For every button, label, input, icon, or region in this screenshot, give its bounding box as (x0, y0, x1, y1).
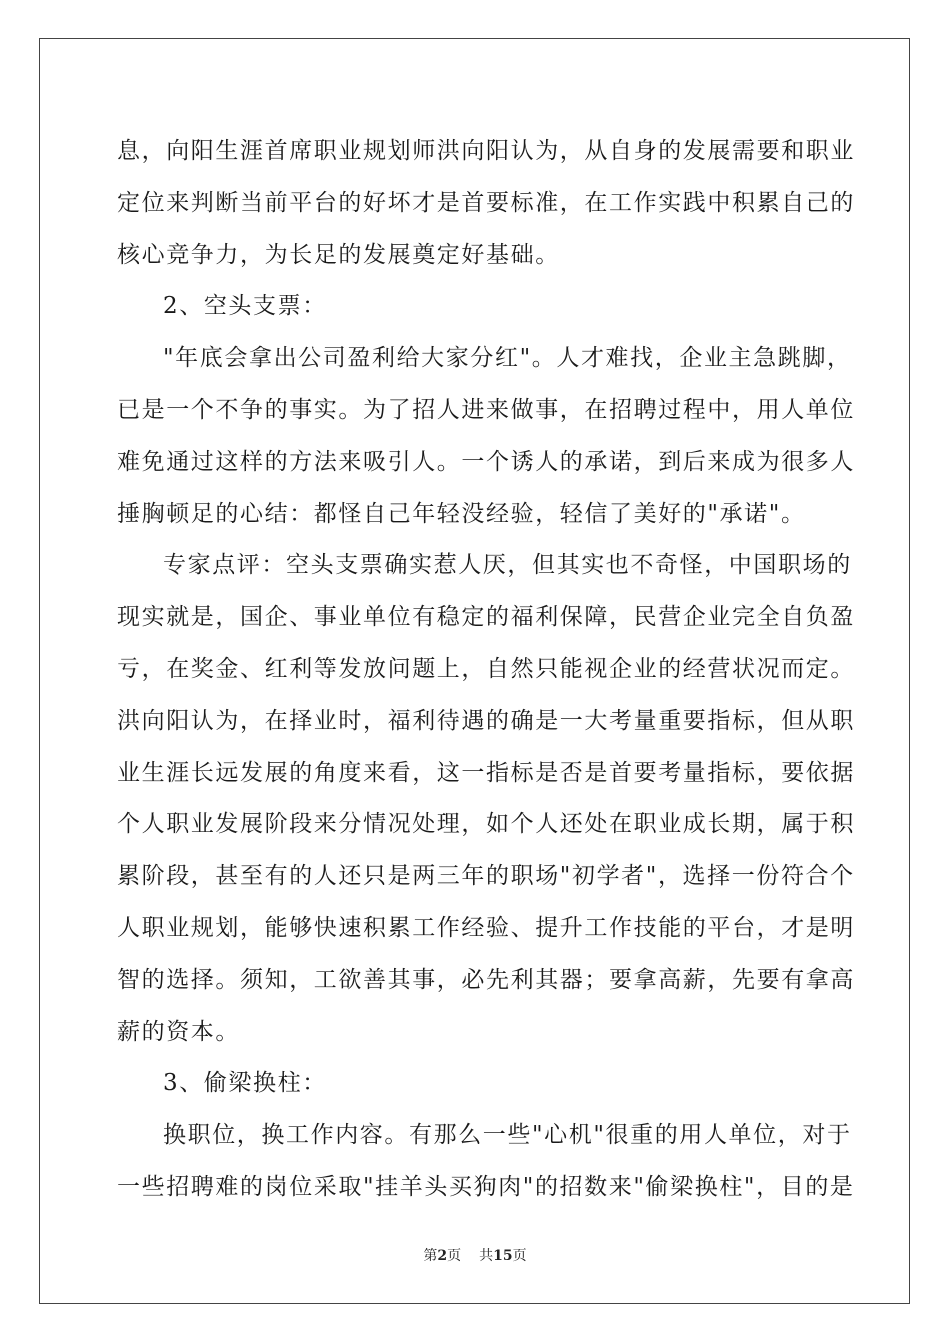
text-line: 难免通过这样的方法来吸引人。一个诱人的承诺，到后来成为很多人 (117, 448, 855, 475)
text-line: 亏，在奖金、红利等发放问题上，自然只能视企业的经营状况而定。 (117, 655, 855, 682)
text-line: 人职业规划，能够快速积累工作经验、提升工作技能的平台，才是明 (117, 914, 855, 941)
current-page-number: 2 (437, 1248, 448, 1264)
text-line: 个人职业发展阶段来分情况处理，如个人还处在职业成长期，属于积 (117, 811, 855, 838)
page-unit: 页 (447, 1248, 462, 1264)
document-body (117, 126, 855, 1214)
text-line: 定位来判断当前平台的好坏才是首要标准，在工作实践中积累自己的 (117, 189, 855, 216)
text-line: 换职位，换工作内容。有那么一些"心机"很重的用人单位，对于 (163, 1122, 852, 1149)
page-footer (0, 1245, 950, 1265)
text-line: 洪向阳认为，在择业时，福利待遇的确是一大考量重要指标，但从职 (117, 707, 855, 734)
text-line: 现实就是，国企、事业单位有稳定的福利保障，民营企业完全自负盈 (117, 604, 855, 631)
total-page-number: 15 (493, 1248, 513, 1264)
section-heading: 2、空头支票： (163, 293, 327, 320)
text-line: 一些招聘难的岗位采取"挂羊头买狗肉"的招数来"偷梁换柱"，目的是 (117, 1173, 855, 1200)
page-prefix: 第 (423, 1248, 438, 1264)
text-line: 捶胸顿足的心结：都怪自己年轻没经验，轻信了美好的"承诺"。 (117, 500, 806, 527)
section-heading: 3、偷梁换柱： (163, 1070, 327, 1097)
text-line: 专家点评：空头支票确实惹人厌，但其实也不奇怪，中国职场的 (163, 552, 852, 579)
text-line: 业生涯长远发展的角度来看，这一指标是否是首要考量指标，要依据 (117, 759, 855, 786)
total-unit: 页 (512, 1248, 527, 1264)
text-line: 已是一个不争的事实。为了招人进来做事，在招聘过程中，用人单位 (117, 396, 855, 423)
total-prefix: 共 (479, 1248, 494, 1264)
text-line: "年底会拿出公司盈利给大家分红"。人才难找，企业主急跳脚， (163, 345, 852, 372)
text-line: 核心竞争力，为长足的发展奠定好基础。 (117, 241, 560, 268)
text-line: 累阶段，甚至有的人还只是两三年的职场"初学者"，选择一份符合个 (117, 863, 855, 890)
text-line: 薪的资本。 (117, 1018, 240, 1045)
text-line: 智的选择。须知，工欲善其事，必先利其器；要拿高薪，先要有拿高 (117, 966, 855, 993)
text-line: 息，向阳生涯首席职业规划师洪向阳认为，从自身的发展需要和职业 (117, 138, 855, 164)
